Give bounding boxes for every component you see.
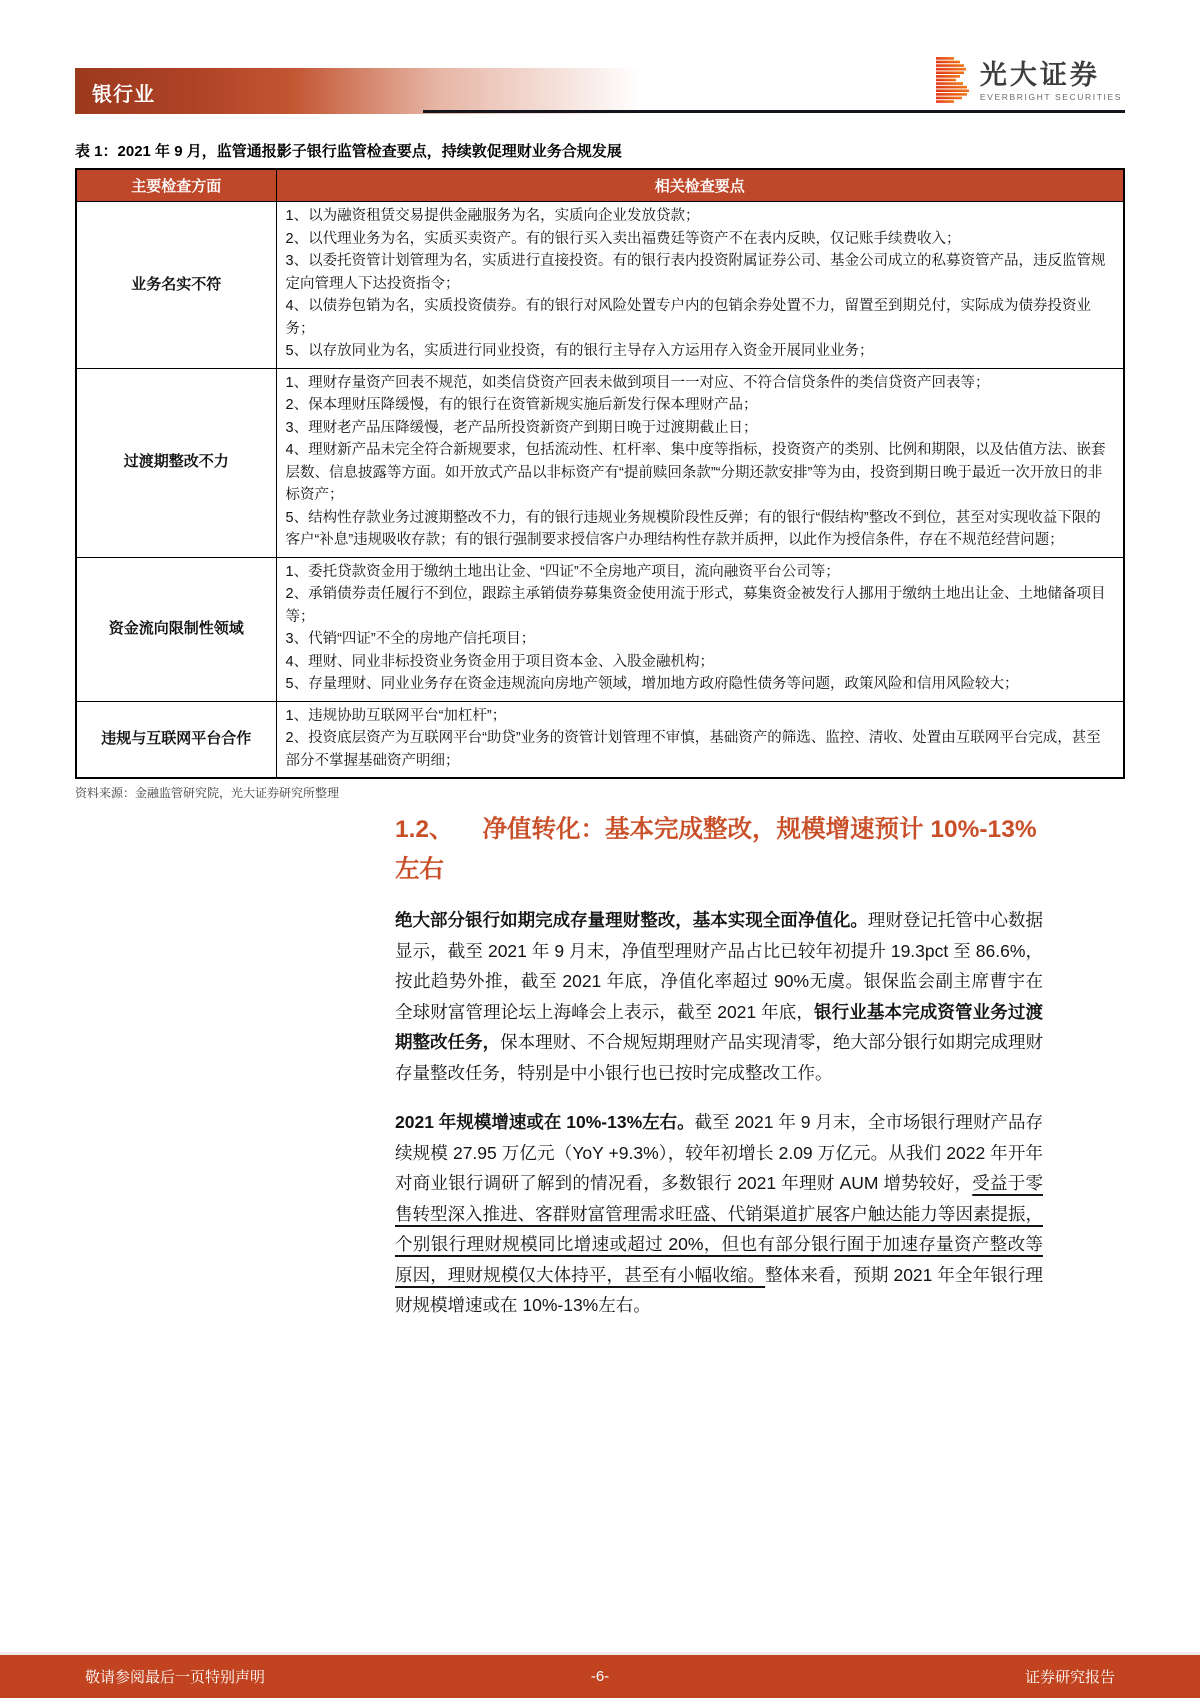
text-segment: 受益于零售转型深入推进、客群财富管理需求旺盛、代销渠道扩展客户触达能力等因素提振，个别银行理财规模同比增速或超过 20%，但也有部分银行囿于加速存量资产整改等原因，理财规模仅大体持平，甚至有小幅收缩。 [395,1173,1044,1285]
header-divider [423,110,1125,113]
check-point: 1、违规协助互联网平台“加杠杆”； [285,707,507,724]
footer-report-type: 证券研究报告 [1024,1669,1115,1686]
text-segment: 绝大部分银行如期完成存量理财整改，基本实现全面净值化。 [395,910,868,930]
col-header-aspect: 主要检查方面 [76,169,276,202]
table-header-row [76,169,1124,202]
aspect-cell: 过渡期整改不力 [76,368,276,557]
table-row [76,202,1124,369]
points-cell [276,202,1124,369]
check-point: 3、代销“四证”不全的房地产信托项目； [285,631,536,647]
section-1-2 [395,810,1043,1340]
aspect-cell: 业务名实不符 [76,202,276,369]
check-point: 5、存量理财、同业业务存在资金违规流向房地产领域，增加地方政府隐性债务等问题，政策风险和信用风险较大； [285,676,1019,692]
check-point: 3、理财老产品压降缓慢，老产品所投资新资产到期日晚于过渡期截止日； [285,419,758,436]
brand-logo [936,57,1122,105]
points-cell [276,701,1124,778]
table-row [76,368,1124,557]
check-point: 5、以存放同业为名，实质进行同业投资，有的银行主导存入方运用存入资金开展同业业务； [285,343,874,359]
text-segment: 整体来看，预期 2021 年全年银行理财规模增速或在 10%-13%左右。 [395,1264,1044,1315]
text-segment: 保本理财、不合规短期理财产品实现清零，绝大部分银行如期完成理财存量整改任务，特别是中小银行也已按时完成整改工作。 [395,1032,1044,1083]
check-point: 4、以债券包销为名，实质投资债券。有的银行对风险处置专户内的包销余券处置不力，留置至到期兑付，实际成为债券投资业务； [285,298,1092,337]
section-title: 净值转化：基本完成整改，规模增速预计 10%-13% 左右 [395,816,1037,883]
footer-disclaimer: 敬请参阅最后一页特别声明 [85,1669,266,1686]
points-cell [276,368,1124,557]
check-point: 4、理财、同业非标投资业务资金用于项目资本金、入股金融机构； [285,653,715,670]
check-point: 1、以为融资租赁交易提供金融服务为名，实质向企业发放贷款； [285,208,700,224]
inspection-table [75,168,1125,779]
brand-name-cn: 光大证券 [979,60,1100,90]
check-point: 1、委托贷款资金用于缴纳土地出让金、“四证”不全房地产项目，流向融资平台公司等； [285,563,840,580]
section-heading [395,810,1043,890]
industry-label: 银行业 [92,84,155,106]
check-point: 2、以代理业务为名，实质买卖资产。有的银行买入卖出福费廷等资产不在表内反映，仅记账手续费收入； [285,230,961,247]
section-number: 1.2、 [395,816,454,843]
text-segment: 理财登记托管中心数据显示，截至 2021 年 9 月末，净值型理财产品占比已较年初提升 19.3pct 至 86.6%，按此趋势外推，截至 2021 年底，净值化率超过 90%无虞。银保监会副主席曹宇在全球财富管理论坛上海峰会上表示，截至 2021 年底， [395,910,1043,1022]
text-segment: 银行业基本完成资管业务过渡期整改任务， [395,1001,1044,1052]
page-number: -6- [590,1668,610,1685]
paragraph-net-value [395,905,1043,1088]
brand-text [980,60,1122,102]
industry-banner [75,68,800,114]
everbright-logo-icon [936,57,971,105]
check-point: 5、结构性存款业务过渡期整改不力，有的银行违规业务规模阶段性反弹；有的银行“假结构”整改不到位，甚至对实现收益下限的客户“补息”违规吸收存款；有的银行强制要求授信客户办理结构性存款并质押，以此作为授信条件，存在不规范经营问题； [285,509,1101,548]
table-row [76,557,1124,701]
check-point: 2、承销债券责任履行不到位，跟踪主承销债券募集资金使用流于形式，募集资金被发行人挪用于缴纳土地出让金、土地储备项目等； [285,586,1106,625]
check-point: 4、理财新产品未完全符合新规要求，包括流动性、杠杆率、集中度等指标，投资资产的类别、比例和期限，以及估值方法、嵌套层数、信息披露等方面。如开放式产品以非标资产有“提前赎回条款”“分期还款安排”等为由，投资到期日晚于最近一次开放日的非标资产； [285,442,1106,503]
table-title: 表 1：2021 年 9 月，监管通报影子银行监管检查要点，持续敦促理财业务合规发展 [75,143,622,160]
text-segment: 2021 年规模增速或在 10%-13%左右。 [395,1112,695,1132]
table-row [76,701,1124,778]
check-point: 3、以委托资管计划管理为名，实质进行直接投资。有的银行表内投资附属证券公司、基金公司成立的私募资管产品，违反监管规定向管理人下达投资指令； [285,253,1106,292]
table-source: 资料来源：金融监管研究院，光大证券研究所整理 [75,786,340,800]
check-point: 2、保本理财压降缓慢，有的银行在资管新规实施后新发行保本理财产品； [285,397,758,413]
check-point: 1、理财存量资产回表不规范，如类信贷资产回表未做到项目一一对应、不符合信贷条件的类信贷资产回表等； [285,374,990,391]
col-header-points: 相关检查要点 [276,169,1124,202]
aspect-cell: 资金流向限制性领域 [76,557,276,701]
check-point: 2、投资底层资产为互联网平台“助贷”业务的资管计划管理不审慎，基础资产的筛选、监控、清收、处置由互联网平台完成，甚至部分不掌握基础资产明细； [285,730,1101,769]
text-segment: 截至 2021 年 9 月末，全市场银行理财产品存续规模 27.95 万亿元（YoY +9.3%），较年初增长 2.09 万亿元。从我们 2022 年开年对商业银行调研了解到的情况看，多数银行 2021 年理财 AUM 增势较好， [395,1112,1043,1193]
brand-name-en: EVERBRIGHT SECURITIES [979,92,1122,102]
points-cell [276,557,1124,701]
table-block [75,140,1125,801]
aspect-cell: 违规与互联网平台合作 [76,701,276,778]
paragraph-growth [395,1107,1043,1321]
page-footer [0,1652,1200,1698]
